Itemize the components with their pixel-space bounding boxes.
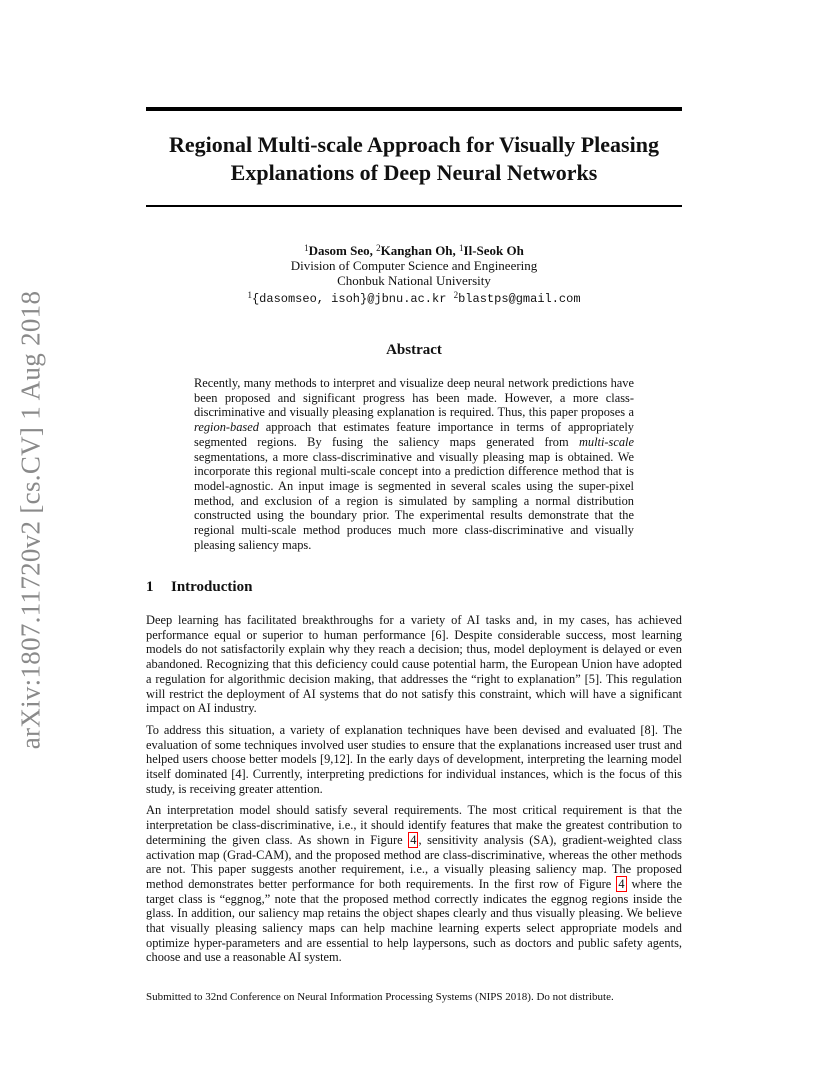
intro-p3-part-a: An interpretation model should satisfy several requirements. The most critical requirement is that the interpretation be class-discriminative, i.e., it should identify features that make the greatest contribution to determining the given class. As shown in Figure bbox=[146, 803, 682, 847]
affiliation-department: Division of Computer Science and Engineering bbox=[290, 258, 538, 273]
author-sup-3: 1 bbox=[459, 243, 464, 253]
title-line-1: Regional Multi-scale Approach for Visually Pleasing bbox=[169, 132, 659, 157]
introduction-body bbox=[146, 613, 682, 972]
section-number: 1 bbox=[146, 579, 154, 595]
author-sup-1: 1 bbox=[304, 243, 309, 253]
author-name-2: Kanghan Oh, bbox=[380, 243, 460, 258]
affiliation-university: Chonbuk National University bbox=[337, 273, 491, 288]
section-title: Introduction bbox=[171, 579, 253, 595]
abstract-part-1: Recently, many methods to interpret and visualize deep neural network predictions have been proposed and significant progress has been made. However, a more class-discriminative and visually pleasing explanation is required. Thus, this paper proposes a bbox=[194, 376, 634, 420]
email-2: blastps@gmail.com bbox=[458, 292, 581, 306]
intro-paragraph-3 bbox=[146, 803, 682, 965]
author-emails bbox=[146, 288, 682, 307]
email-sup-1: 1 bbox=[247, 290, 252, 300]
title-top-rule bbox=[146, 107, 682, 111]
email-sup-2: 2 bbox=[453, 290, 459, 300]
arxiv-identifier-text: arXiv:1807.11720v2 [cs.CV] 1 Aug 2018 bbox=[15, 290, 46, 750]
figure-ref-link-1[interactable]: 4 bbox=[410, 832, 417, 847]
author-block bbox=[146, 241, 682, 307]
email-1: {dasomseo, isoh}@jbnu.ac.kr bbox=[251, 292, 454, 306]
submission-footer: Submitted to 32nd Conference on Neural Information Processing Systems (NIPS 2018). Do not distribute. bbox=[146, 991, 614, 1003]
figure-ref-link-2[interactable]: 4 bbox=[618, 876, 625, 891]
abstract-emphasis-1: region-based bbox=[194, 420, 259, 435]
intro-p3-part-b: , sensitivity analysis (SA), gradient-weighted class activation map (Grad-CAM), and the proposed method are class-discriminative, whereas the other methods are not. This paper suggests another requirement, i.e., a visually pleasing saliency map. The proposed method demonstrates better performance for both requirements. In the first row of Figure bbox=[146, 832, 682, 891]
author-sup-2: 2 bbox=[376, 243, 381, 253]
abstract-part-3: segmentations, a more class-discriminative and visually pleasing map is obtained. We incorporate this regional multi-scale concept into a prediction difference method that is model-agnostic. An input image is segmented in several scales using the super-pixel method, and exclusion of a region is simulated by sampling a normal distribution constructed using the boundary prior. The experimental results demonstrate that the regional multi-scale method produces much more class-discriminative and visually pleasing saliency maps. bbox=[194, 449, 634, 552]
abstract-part-2: approach that estimates feature importance in terms of appropriately segmented regions. By fusing the saliency maps generated from bbox=[194, 420, 634, 449]
author-name-3: Il-Seok Oh bbox=[463, 243, 524, 258]
intro-paragraph-2: To address this situation, a variety of explanation techniques have been devised and evaluated [8]. The evaluation of some techniques involved user studies to ensure that the explanations increased user trust and helped users choose better models [9,12]. In the early days of development, interpreting the learning model itself dominated [4]. Currently, interpreting predictions for individual instances, which is the focus of this study, is receiving greater attention. bbox=[146, 722, 682, 796]
author-name-1: Dasom Seo, bbox=[308, 243, 377, 258]
title-bottom-rule bbox=[146, 205, 682, 207]
arxiv-identifier bbox=[6, 280, 56, 760]
author-names bbox=[146, 241, 682, 258]
intro-p3-part-c: where the target class is “eggnog,” note that the proposed method correctly indicates the eggnog regions inside the glass. In addition, our saliency map retains the object shapes clearly and thus visually pleasing. We believe that visually pleasing saliency maps can help machine learning experts select appropriate models and optimize hyper-parameters and are essential to help laypersons, such as doctors and public safety agents, choose and use a reasonable AI system. bbox=[146, 876, 682, 965]
title-line-2: Explanations of Deep Neural Networks bbox=[230, 160, 598, 185]
abstract-emphasis-2: multi-scale bbox=[578, 434, 634, 449]
paper-title bbox=[146, 131, 682, 187]
abstract-heading: Abstract bbox=[386, 342, 442, 358]
section-heading-introduction bbox=[146, 579, 252, 596]
intro-paragraph-1: Deep learning has facilitated breakthroughs for a variety of AI tasks and, in my cases, has achieved performance equal or superior to human performance [6]. Despite considerable success, most learning models do not satisfactorily explain why they reach a decision; thus, model deployment is delayed or even abandoned. Recognizing that this deficiency could cause potential harm, the European Union have adopted a regulation for algorithmic decision making, that addresses the “right to explanation” [5]. This regulation will restrict the deployment of AI systems that do not satisfy this constraint, which will have a significant impact on AI industry. bbox=[146, 613, 682, 716]
abstract-text bbox=[194, 376, 634, 552]
